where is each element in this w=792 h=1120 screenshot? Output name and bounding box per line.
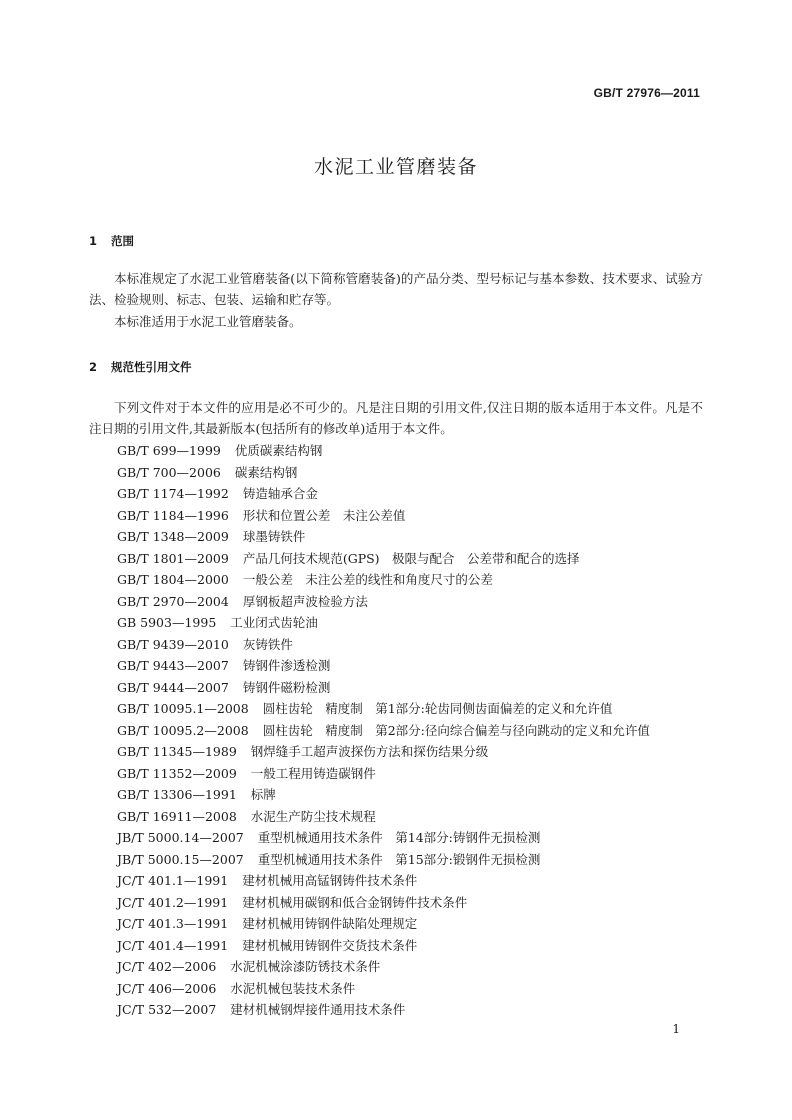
reference-title: 建材机械用碳钢和低合金钢铸件技术条件 bbox=[242, 894, 468, 910]
reference-code: GB/T 1801—2009 bbox=[117, 550, 229, 566]
reference-code: JC/T 532—2007 bbox=[117, 1002, 217, 1017]
reference-code: JB/T 5000.14—2007 bbox=[117, 830, 244, 845]
reference-title: 铸钢件磁粉检测 bbox=[242, 679, 331, 695]
reference-title: 碳素结构钢 bbox=[234, 464, 298, 480]
section-2-title: 规范性引用文件 bbox=[111, 360, 192, 374]
reference-title: 建材机械用高锰钢铸件技术条件 bbox=[242, 873, 418, 888]
reference-code: GB/T 11352—2009 bbox=[117, 765, 237, 781]
reference-title: 建材机械用铸钢件交货技术条件 bbox=[242, 937, 418, 953]
reference-item bbox=[117, 913, 650, 935]
reference-title: 一般公差 未注公差的线性和角度尺寸的公差 bbox=[242, 572, 493, 587]
reference-title: 灰铸铁件 bbox=[242, 636, 293, 652]
reference-item bbox=[117, 634, 650, 656]
reference-code: GB/T 700—2006 bbox=[117, 464, 221, 480]
reference-title: 厚钢板超声波检验方法 bbox=[242, 593, 368, 609]
reference-title: 形状和位置公差 未注公差值 bbox=[242, 507, 406, 523]
reference-title: 重型机械通用技术条件 第14部分:铸钢件无损检测 bbox=[257, 830, 541, 845]
reference-item bbox=[117, 548, 650, 570]
reference-item bbox=[117, 763, 650, 785]
reference-item bbox=[117, 827, 650, 849]
reference-title: 圆柱齿轮 精度制 第1部分:轮齿同侧齿面偏差的定义和允许值 bbox=[262, 701, 613, 716]
reference-title: 产品几何技术规范(GPS) 极限与配合 公差带和配合的选择 bbox=[242, 550, 580, 566]
reference-title: 建材机械钢焊接件通用技术条件 bbox=[230, 1002, 406, 1017]
section-1-title: 范围 bbox=[111, 234, 134, 248]
reference-item bbox=[117, 655, 650, 677]
reference-code: GB/T 10095.2—2008 bbox=[117, 722, 249, 738]
reference-item bbox=[117, 440, 650, 462]
reference-item bbox=[117, 806, 650, 828]
reference-code: GB/T 16911—2008 bbox=[117, 808, 237, 824]
reference-code: GB/T 9443—2007 bbox=[117, 658, 229, 673]
reference-item bbox=[117, 698, 650, 720]
reference-code: JC/T 402—2006 bbox=[117, 959, 217, 974]
reference-code: JC/T 401.1—1991 bbox=[117, 873, 229, 888]
reference-item bbox=[117, 505, 650, 527]
normative-references-list bbox=[117, 440, 650, 1021]
reference-item bbox=[117, 569, 650, 591]
reference-code: JB/T 5000.15—2007 bbox=[117, 851, 244, 867]
reference-title: 水泥机械涂漆防锈技术条件 bbox=[230, 959, 381, 974]
reference-code: GB/T 9444—2007 bbox=[117, 679, 229, 695]
reference-title: 铸造轴承合金 bbox=[242, 486, 318, 501]
reference-item bbox=[117, 483, 650, 505]
reference-code: GB 5903—1995 bbox=[117, 615, 217, 630]
reference-item bbox=[117, 720, 650, 742]
section-1-heading bbox=[89, 233, 134, 249]
reference-item bbox=[117, 956, 650, 978]
reference-code: GB/T 1184—1996 bbox=[117, 507, 229, 523]
reference-code: JC/T 401.4—1991 bbox=[117, 937, 229, 953]
section-2-heading bbox=[89, 359, 192, 375]
reference-code: JC/T 406—2006 bbox=[117, 980, 217, 996]
reference-item bbox=[117, 978, 650, 1000]
reference-title: 钢焊缝手工超声波探伤方法和探伤结果分级 bbox=[250, 744, 489, 759]
reference-code: GB/T 11345—1989 bbox=[117, 744, 237, 759]
reference-code: JC/T 401.3—1991 bbox=[117, 916, 229, 931]
reference-code: GB/T 13306—1991 bbox=[117, 787, 237, 802]
reference-code: GB/T 1348—2009 bbox=[117, 529, 229, 544]
section-1-number: 1 bbox=[89, 234, 98, 248]
reference-item bbox=[117, 462, 650, 484]
standard-number: GB/T 27976—2011 bbox=[593, 86, 700, 100]
document-title: 水泥工业管磨装备 bbox=[313, 156, 478, 178]
reference-title: 球墨铸铁件 bbox=[242, 529, 306, 544]
section-2-number: 2 bbox=[89, 360, 98, 374]
reference-item bbox=[117, 935, 650, 957]
reference-title: 水泥生产防尘技术规程 bbox=[250, 808, 376, 824]
reference-item bbox=[117, 870, 650, 892]
section-1-paragraph-2: 本标准适用于水泥工业管磨装备。 bbox=[114, 314, 302, 329]
page-number: 1 bbox=[672, 1022, 680, 1036]
section-1-paragraph-1: 本标准规定了水泥工业管磨装备(以下简称管磨装备)的产品分类、型号标记与基本参数、技术要求、试验方法、检验规则、标志、包装、运输和贮存等。 bbox=[89, 271, 703, 307]
reference-code: GB/T 2970—2004 bbox=[117, 593, 229, 609]
reference-title: 建材机械用铸钢件缺陷处理规定 bbox=[242, 916, 418, 931]
reference-item bbox=[117, 999, 650, 1021]
reference-title: 圆柱齿轮 精度制 第2部分:径向综合偏差与径向跳动的定义和允许值 bbox=[262, 722, 650, 738]
reference-item bbox=[117, 526, 650, 548]
reference-title: 重型机械通用技术条件 第15部分:锻钢件无损检测 bbox=[257, 851, 541, 867]
reference-code: GB/T 699—1999 bbox=[117, 443, 221, 458]
reference-code: JC/T 401.2—1991 bbox=[117, 894, 229, 910]
reference-title: 铸钢件渗透检测 bbox=[242, 658, 331, 673]
reference-item bbox=[117, 677, 650, 699]
reference-item bbox=[117, 612, 650, 634]
reference-title: 工业闭式齿轮油 bbox=[230, 615, 318, 630]
reference-code: GB/T 10095.1—2008 bbox=[117, 701, 249, 716]
reference-code: GB/T 1174—1992 bbox=[117, 486, 229, 501]
reference-title: 一般工程用铸造碳钢件 bbox=[250, 765, 376, 781]
reference-code: GB/T 1804—2000 bbox=[117, 572, 229, 587]
reference-item bbox=[117, 741, 650, 763]
reference-item bbox=[117, 892, 650, 914]
reference-title: 标牌 bbox=[250, 787, 276, 802]
reference-item bbox=[117, 591, 650, 613]
reference-title: 水泥机械包装技术条件 bbox=[230, 980, 356, 996]
reference-code: GB/T 9439—2010 bbox=[117, 636, 229, 652]
reference-item bbox=[117, 784, 650, 806]
reference-item bbox=[117, 849, 650, 871]
reference-title: 优质碳素结构钢 bbox=[234, 443, 323, 458]
section-2-intro: 下列文件对于本文件的应用是必不可少的。凡是注日期的引用文件,仅注日期的版本适用于本文件。凡是不注日期的引用文件,其最新版本(包括所有的修改单)适用于本文件。 bbox=[89, 400, 703, 436]
